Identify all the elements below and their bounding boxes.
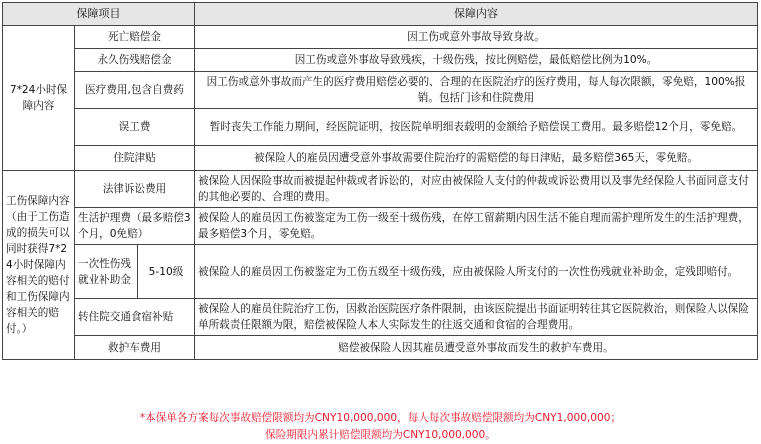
row-item: 法律诉讼费用	[75, 171, 195, 208]
table-row	[3, 72, 758, 109]
row-content: 因工伤或意外事故而产生的医疗费用赔偿必要的、合理的在医院治疗的医疗费用，每人每次限额，零免赔，100%报销。包括门诊和住院费用	[195, 72, 758, 109]
row-item: 救护车费用	[75, 336, 195, 360]
row-content: 被保险人的雇员住院治疗工伤，因救治医院医疗条件限制，由该医院提出书面证明转往其它医院救治，则保险人以保险单所载责任限额为限，赔偿被保险人本人实际发生的往返交通和食宿的合理费用。	[195, 299, 758, 336]
table-row	[3, 208, 758, 245]
row-content: 因工伤或意外事故导致身故。	[195, 26, 758, 49]
footnote-line-1: *本保单各方案每次事故赔偿限额均为CNY10,000,000，每人每次事故赔偿限额均为CNY1,000,000；	[139, 412, 622, 424]
row-item: 医疗费用,包含自费药	[75, 72, 195, 109]
row-item: 一次性伤残就业补助金	[75, 245, 138, 299]
group-label-24h: 7*24小时保障内容	[3, 26, 75, 171]
table-row	[3, 49, 758, 72]
row-content: 赔偿被保险人因其雇员遭受意外事故而发生的救护车费用。	[195, 336, 758, 360]
table-row	[3, 299, 758, 336]
table-row	[3, 146, 758, 171]
row-item: 误工费	[75, 109, 195, 146]
footnote-line-2: 保险期限内累计赔偿限额均为CNY10,000,000。	[265, 429, 496, 441]
table-row	[3, 109, 758, 146]
row-item: 死亡赔偿金	[75, 26, 195, 49]
table-row	[3, 171, 758, 208]
table-header-row	[3, 3, 758, 26]
row-item: 转住院交通食宿补贴	[75, 299, 195, 336]
header-content: 保障内容	[195, 3, 758, 26]
group-label-work-injury: 工伤保障内容（由于工伤造成的损失可以同时获得7*24小时保障内容相关的赔付和工伤保障内容相关的赔付。）	[3, 171, 75, 360]
row-item: 住院津贴	[75, 146, 195, 171]
table-row	[3, 26, 758, 49]
row-sub-level: 5-10级	[138, 245, 195, 299]
coverage-table	[2, 2, 758, 360]
footnote	[0, 410, 761, 444]
row-content: 被保险人的雇员因遭受意外事故需要住院治疗的需赔偿的每日津贴，最多赔偿365天，零免赔。	[195, 146, 758, 171]
row-item: 生活护理费（最多赔偿3个月，0免赔）	[75, 208, 195, 245]
table-row	[3, 245, 758, 299]
row-content: 被保险人因保险事故而被提起仲裁或者诉讼的，对应由被保险人支付的仲裁或诉讼费用以及事先经保险人书面同意支付的其他必要的、合理的费用。	[195, 171, 758, 208]
row-content: 被保险人的雇员因工伤被鉴定为工伤五级至十级伤残，应由被保险人所支付的一次性伤残就业补助金，定残即赔付。	[195, 245, 758, 299]
row-content: 被保险人的雇员因工伤被鉴定为工伤一级至十级伤残，在停工留薪期内因生活不能自理而需护理所发生的生活护理费，最多赔偿3个月，零免赔。	[195, 208, 758, 245]
table-row	[3, 336, 758, 360]
row-item: 永久伤残赔偿金	[75, 49, 195, 72]
header-item: 保障项目	[3, 3, 195, 26]
row-content: 因工伤或意外事故导致残疾，十级伤残，按比例赔偿，最低赔偿比例为10%。	[195, 49, 758, 72]
row-content: 暂时丧失工作能力期间，经医院证明，按医院单明细表载明的金额给予赔偿误工费用。最多赔偿12个月，零免赔。	[195, 109, 758, 146]
